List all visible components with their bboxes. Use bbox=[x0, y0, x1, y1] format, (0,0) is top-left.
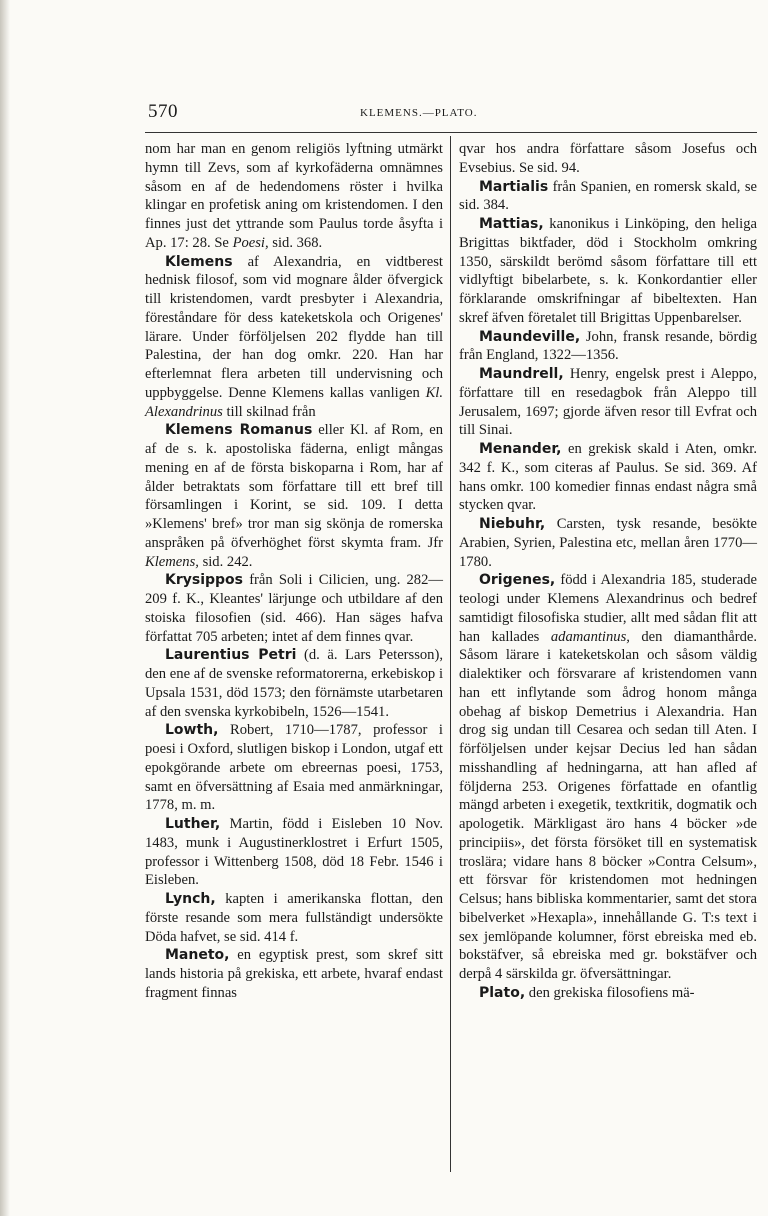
entry-text: född i Alexandria 185, studerade teologi under Klemens Alexandrinus och bedref samtidigt filosofiska studier, allt med sådan flit att han kallades bbox=[459, 572, 757, 645]
entry-text: den grekiska filosofiens mä- bbox=[525, 984, 695, 1001]
entry-text: nom har man en genom religiös lyftning utmärkt hymn till Zevs, som af kyrkofäderna omnämnes såsom en af de hedendomens röster i hvilka klingar en profetisk aning om kristendomen. I den finnes just det yttrande som Paulus torde åsyfta i Ap. 17: 28. Se bbox=[145, 141, 443, 251]
entry-headword: Origenes, bbox=[479, 572, 556, 589]
entry-text: Robert, 1710—1787, professor i poesi i Oxford, slutligen biskop i London, utgaf ett epokgörande arbete om ebreernas poesi, 1753, samt en öfversättning af Esaia med anmärkningar, 1778, m. m. bbox=[145, 722, 443, 814]
entry-text: kanonikus i Linköping, den heliga Brigittas biktfader, död i Stockholm omkring 1350, särskildt berömd såsom författare till ett vidlyftigt bibelarbete, s. k. Konkordantier eller förklarande omskrifningar af bibeltexten. Han skref äfven företalet till Brigittas Uppenbarelser. bbox=[459, 216, 757, 326]
entry-italic-text: Klemens, bbox=[145, 553, 199, 570]
entry-text: John, fransk resande, bördig från England, 1322—1356. bbox=[459, 328, 757, 364]
entry-headword: Krysippos bbox=[165, 572, 244, 589]
scan-edge-shadow bbox=[0, 0, 10, 1216]
entry-text: den diamanthårde. Såsom lärare i kateketskolan och såsom väldig dialektiker och försvarare af kristendomen vann han ett inflytande som ådrog honom många obehag af biskop Demetrius i Alexandria. Han drog sig undan till Cesarea och sedan till Aten. I förföljelsen under kejsar Decius led han sådan misshandling af hedningarna, att han afled af följderna 253. Origenes författade en ofantlig mängd arbeten i exegetik, textkritik, dogmatik och apologetik. Märkligast äro hans 4 böcker »de principiis», det första försöket till en systematisk troslära; vidare hans 8 böcker »Contra Celsum», ett försvar för kristendomen mot hedningen Celsus; hans bibliska kommentarier, samt det stora bibelverket »Hexapla», innehållande G. T:s text i sex jemlöpande kolumner, först ebreiska med eb. bokstäfver, så ebreiska med gr. bokstäfver och derpå 4 särskilda gr. öfversättningar. bbox=[459, 628, 757, 982]
entry-text: Martin, född i Eisleben 10 Nov. 1483, munk i Augustinerklostret i Erfurt 1505, professor i Wittenberg 1508, död 18 Febr. 1546 i Eisleben. bbox=[145, 816, 443, 889]
entry-maneto bbox=[145, 946, 443, 1002]
entry-qvar bbox=[459, 140, 757, 178]
entry-italic-text: Poesi, bbox=[232, 234, 269, 251]
entry-nom bbox=[145, 140, 443, 253]
entry-headword: Lowth, bbox=[165, 722, 219, 739]
entry-headword: Martialis bbox=[479, 178, 549, 195]
entry-text: qvar hos andra författare såsom Josefus och Evsebius. Se sid. 94. bbox=[459, 141, 757, 176]
entry-headword: Maundrell, bbox=[479, 366, 564, 382]
entry-italic-text: adamantinus, bbox=[550, 628, 630, 645]
entry-headword: Mattias, bbox=[479, 216, 544, 232]
entry-menander bbox=[459, 440, 757, 515]
left-column bbox=[145, 140, 443, 1003]
entry-text: en egyptisk prest, som skref sitt lands historia på grekiska, ett arbete, hvaraf endast fragment finnas bbox=[145, 947, 443, 1001]
running-head: KLEMENS.—PLATO. bbox=[360, 107, 478, 119]
column-divider bbox=[450, 136, 451, 1172]
right-column bbox=[459, 140, 757, 1003]
entry-text: (d. ä. Lars Petersson), den ene af de svenske reformatorerna, erkebiskop i Upsala 1531, död 1573; den förnämste utarbetaren af den svenska kyrkobibeln, 1526—1541. bbox=[145, 647, 443, 720]
entry-text: Henry, engelsk prest i Aleppo, författare till en resedagbok från Aleppo till Jerusalem, 1697; gjorde äfven resor till Evfrat och till Sinai. bbox=[459, 366, 757, 439]
entry-headword: Klemens bbox=[165, 253, 233, 270]
entry-maundeville bbox=[459, 328, 757, 366]
entry-plato bbox=[459, 984, 757, 1003]
entry-text: eller Kl. af Rom, en af de s. k. apostoliska fäderna, enligt mångas mening en af de första biskoparna i Rom, har af ålder betraktats som författare till ett bref till församlingen i Korint, se sid. 109. I detta »Klemens' bref» tror man sig skönja de romerska anspråken på öfverhöghet först skymta fram. Jfr bbox=[145, 422, 443, 551]
entry-text: till skilnad från bbox=[222, 403, 316, 420]
entry-maundrell bbox=[459, 365, 757, 440]
entry-headword: Maneto, bbox=[165, 947, 230, 964]
entry-headword: Laurentius Petri bbox=[165, 647, 297, 664]
entry-mattias bbox=[459, 215, 757, 328]
entry-headword: Luther, bbox=[165, 816, 221, 832]
entry-headword: Plato, bbox=[479, 984, 526, 1001]
entry-origenes bbox=[459, 571, 757, 984]
entry-laurentius-petri bbox=[145, 646, 443, 721]
entry-headword: Menander, bbox=[479, 441, 562, 457]
entry-text: sid. 368. bbox=[268, 234, 323, 251]
entry-text: sid. 242. bbox=[198, 553, 253, 570]
entry-text: af Alexandria, en vidtberest hednisk filosof, som vid mognare ålder öfvergick till kristendomen, vardt presbyter i Alexandria, föreståndare för dess kateketskola och Origenes' lärare. Under förföljelsen 202 flydde han till Palestina, der han dog omkr. 220. Han har efterlemnat flera arbeten till undervisning och uppbyggelse. Denne Klemens kallas vanligen bbox=[145, 253, 443, 401]
entry-niebuhr bbox=[459, 515, 757, 571]
entry-headword: Maundeville, bbox=[479, 328, 581, 345]
entry-lowth bbox=[145, 721, 443, 815]
entry-text: från Soli i Cilicien, ung. 282—209 f. K., Kleantes' lärjunge och utbildare af den stoiska filosofien (sid. 466). Han säges hafva författat 705 arbeten; intet af dem finnes qvar. bbox=[145, 572, 443, 645]
entry-lynch bbox=[145, 890, 443, 946]
entry-text: Carsten, tysk resande, besökte Arabien, Syrien, Palestina etc, mellan åren 1770—1780. bbox=[459, 516, 757, 570]
entry-martialis bbox=[459, 178, 757, 216]
entry-text: en grekisk skald i Aten, omkr. 342 f. K., som citeras af Paulus. Se sid. 369. Af hans omkr. 100 komedier finnas endast några små stycken qvar. bbox=[459, 441, 757, 514]
entry-klemens-romanus bbox=[145, 421, 443, 571]
entry-headword: Niebuhr, bbox=[479, 516, 546, 532]
entry-italic-text: Kl. Alexandrinus bbox=[145, 384, 443, 420]
entry-klemens bbox=[145, 253, 443, 422]
page-number: 570 bbox=[148, 101, 178, 122]
entry-text: från Spanien, en romersk skald, se sid. 384. bbox=[459, 178, 757, 214]
entry-text: kapten i amerikanska flottan, den förste resande som mera fullständigt undersökte Döda hafvet, se sid. 414 f. bbox=[145, 891, 443, 945]
entry-headword: Klemens Romanus bbox=[165, 422, 313, 439]
entry-headword: Lynch, bbox=[165, 891, 216, 907]
header-rule bbox=[145, 132, 757, 133]
entry-krysippos bbox=[145, 571, 443, 646]
entry-luther bbox=[145, 815, 443, 890]
